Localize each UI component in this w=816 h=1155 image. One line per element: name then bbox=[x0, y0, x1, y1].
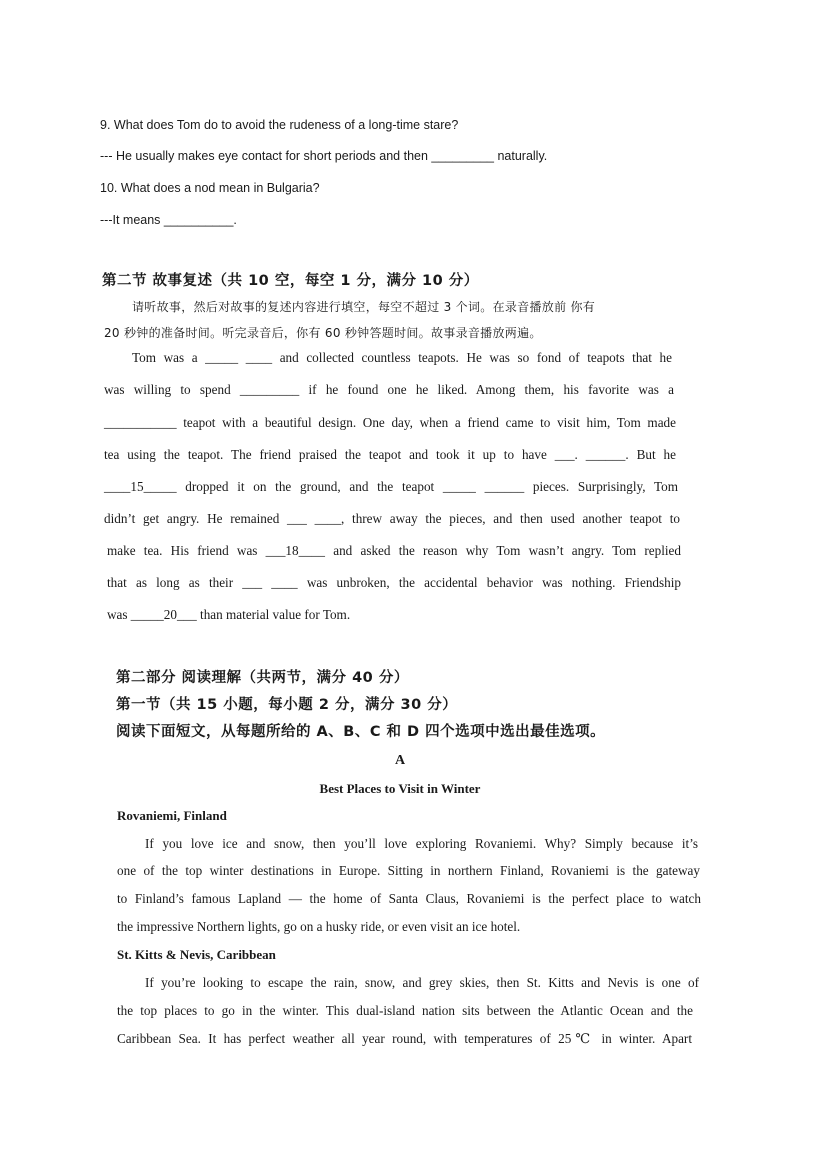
story-line: ___________ teapot with a beautiful design. One day, when a friend came to visit him, Tom made bbox=[104, 415, 676, 430]
question-10-answer: ---It means __________. bbox=[100, 213, 237, 227]
place2-line: the top places to go in the winter. This dual-island nation sits between the Atlantic Ocean and the bbox=[117, 1003, 693, 1018]
place2-line: If you’re looking to escape the rain, snow, and grey skies, then St. Kitts and Nevis is one of bbox=[145, 975, 699, 990]
story-line: tea using the teapot. The friend praised the teapot and took it up to have ___. ______. But he bbox=[104, 447, 676, 462]
question-9-answer: --- He usually makes eye contact for short periods and then _________ naturally. bbox=[100, 149, 548, 163]
story-line: ____15_____ dropped it on the ground, and the teapot _____ ______ pieces. Surprisingly, Tom bbox=[104, 479, 678, 494]
section2-heading: 第二节 故事复述（共 10 空，每空 1 分，满分 10 分） bbox=[102, 273, 479, 289]
place1-line: to Finland’s famous Lapland — the home of Santa Claus, Rovaniemi is the perfect place to watch bbox=[117, 891, 701, 906]
story-line: didn’t get angry. He remained ___ ____, threw away the pieces, and then used another teapot to bbox=[104, 511, 680, 526]
question-10: 10. What does a nod mean in Bulgaria? bbox=[100, 181, 320, 195]
section2-instructions-line2: 20 秒钟的准备时间。听完录音后，你有 60 秒钟答题时间。故事录音播放两遍。 bbox=[104, 326, 542, 340]
place1-name: Rovaniemi, Finland bbox=[117, 808, 227, 823]
place1-line: If you love ice and snow, then you’ll love exploring Rovaniemi. Why? Simply because it’s bbox=[145, 836, 698, 851]
place1-line: one of the top winter destinations in Europe. Sitting in northern Finland, Rovaniemi is the gateway bbox=[117, 863, 700, 878]
story-line: was willing to spend _________ if he found one he liked. Among them, his favorite was a bbox=[104, 382, 674, 397]
story-line: that as long as their ___ ____ was unbroken, the accidental behavior was nothing. Friendship bbox=[107, 575, 681, 590]
story-line: was _____20___ than material value for Tom. bbox=[107, 607, 351, 622]
place2-name: St. Kitts & Nevis, Caribbean bbox=[117, 947, 276, 962]
section2-instructions-line1: 请听故事，然后对故事的复述内容进行填空，每空不超过 3 个词。在录音播放前 你有 bbox=[132, 300, 596, 314]
story-line: make tea. His friend was ___18____ and asked the reason why Tom wasn’t angry. Tom replied bbox=[107, 543, 681, 558]
place2-line: Caribbean Sea. It has perfect weather all year round, with temperatures of 25℃ in winter. Apart bbox=[117, 1031, 692, 1046]
part2-instructions: 阅读下面短文，从每题所给的 A、B、C 和 D 四个选项中选出最佳选项。 bbox=[116, 724, 606, 740]
passage-letter: A bbox=[394, 753, 406, 768]
part2-sub-heading: 第一节（共 15 小题，每小题 2 分，满分 30 分） bbox=[116, 697, 458, 713]
story-line: Tom was a _____ ____ and collected countless teapots. He was so fond of teapots that he bbox=[132, 350, 672, 365]
place1-line: the impressive Northern lights, go on a husky ride, or even visit an ice hotel. bbox=[117, 919, 521, 934]
question-9: 9. What does Tom do to avoid the rudeness of a long-time stare? bbox=[100, 118, 459, 132]
part2-heading: 第二部分 阅读理解（共两节，满分 40 分） bbox=[116, 670, 409, 686]
passage-title: Best Places to Visit in Winter bbox=[319, 781, 481, 796]
